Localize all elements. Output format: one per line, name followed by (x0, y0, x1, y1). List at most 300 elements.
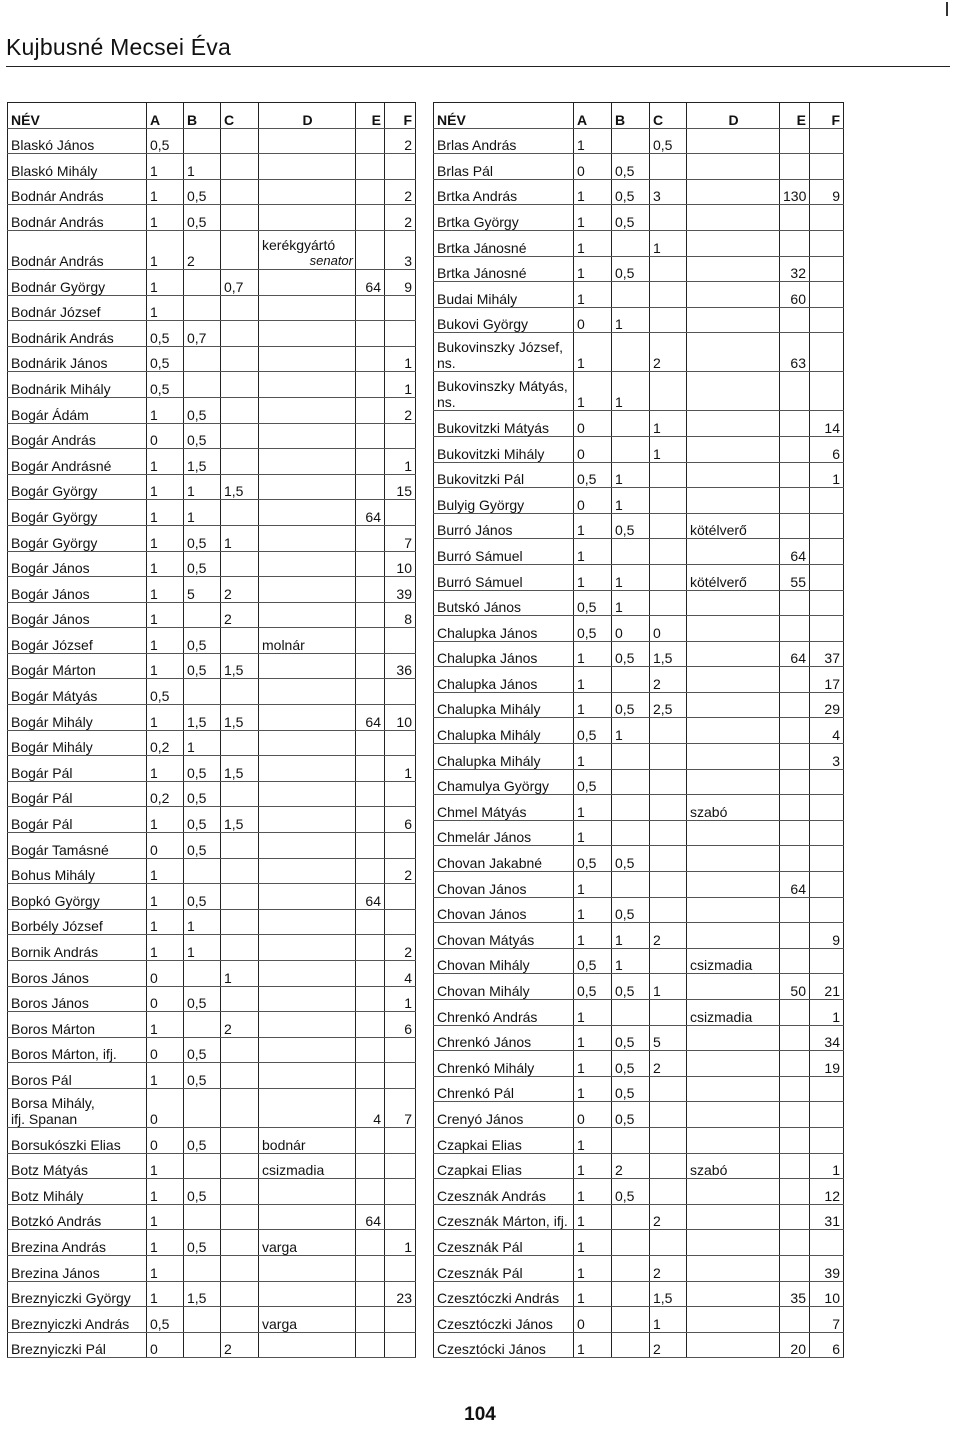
cell-c: 2 (650, 1204, 687, 1230)
cell-f (810, 846, 844, 872)
cell-a: 0 (574, 436, 612, 462)
cell-name: Bodnárik János (8, 346, 147, 372)
cell-f: 39 (385, 577, 416, 603)
register-table-left (7, 102, 416, 1358)
table-row (434, 1204, 844, 1230)
cell-b: 1,5 (184, 705, 221, 731)
cell-b: 0,5 (184, 1230, 221, 1256)
cell-a: 1 (574, 372, 612, 411)
cell-name: Breznyiczki András (8, 1307, 147, 1333)
cell-name: Crenyó János (434, 1102, 574, 1128)
cell-b: 1 (184, 935, 221, 961)
cell-d (259, 884, 356, 910)
cell-a: 0 (147, 833, 184, 859)
cell-b: 5 (184, 577, 221, 603)
cell-d (259, 474, 356, 500)
cell-c: 0 (650, 616, 687, 642)
cell-c (650, 1230, 687, 1256)
cell-b: 0,5 (612, 205, 650, 231)
cell-c: 2,5 (650, 692, 687, 718)
cell-note-line: senator (309, 252, 353, 268)
cell-c (650, 795, 687, 821)
cell-f: 1 (385, 449, 416, 475)
cell-f (810, 1127, 844, 1153)
cell-a: 0 (574, 307, 612, 333)
table-row (434, 795, 844, 821)
cell-f: 34 (810, 1025, 844, 1051)
cell-f (810, 513, 844, 539)
cell-e (356, 1127, 385, 1153)
cell-a: 1 (574, 1051, 612, 1077)
cell-b: 0,5 (612, 1051, 650, 1077)
cell-d (259, 551, 356, 577)
cell-c (650, 488, 687, 514)
cell-f (385, 1153, 416, 1179)
cell-name: Bogár Pál (8, 807, 147, 833)
cell-d (687, 179, 780, 205)
cell-e (780, 154, 810, 180)
cell-b: 0,5 (184, 205, 221, 231)
cell-name: Boros Márton (8, 1012, 147, 1038)
cell-a: 0 (574, 488, 612, 514)
cell-d (687, 1102, 780, 1128)
cell-c: 1 (221, 525, 259, 551)
table-row (8, 1153, 416, 1179)
cell-b (184, 295, 221, 321)
table-row (8, 1204, 416, 1230)
cell-f: 2 (385, 397, 416, 423)
cell-a: 0 (147, 1037, 184, 1063)
cell-f: 6 (385, 807, 416, 833)
cell-d (259, 756, 356, 782)
cell-b (612, 411, 650, 437)
cell-e (356, 205, 385, 231)
table-row (434, 1281, 844, 1307)
cell-a: 1 (147, 1153, 184, 1179)
table-row (434, 462, 844, 488)
cell-b (184, 372, 221, 398)
cell-name: Brtka György (434, 205, 574, 231)
cell-f (385, 295, 416, 321)
table-row (8, 179, 416, 205)
corner-mark (946, 2, 948, 16)
cell-name: Bogár András (8, 423, 147, 449)
table-row (434, 1255, 844, 1281)
cell-f: 9 (810, 179, 844, 205)
table-row (8, 423, 416, 449)
table-row (434, 820, 844, 846)
cell-f: 1 (810, 1153, 844, 1179)
cell-e (780, 1307, 810, 1333)
cell-e (780, 692, 810, 718)
cell-a: 1 (574, 1332, 612, 1358)
cell-d (687, 718, 780, 744)
cell-a: 1 (147, 628, 184, 654)
cell-d (259, 653, 356, 679)
cell-d (687, 897, 780, 923)
table-row (8, 1255, 416, 1281)
table-row (8, 986, 416, 1012)
cell-name: Bogár Ádám (8, 397, 147, 423)
cell-f: 3 (385, 230, 416, 269)
column-header-d: D (687, 103, 780, 129)
cell-name: Chrenkó Mihály (434, 1051, 574, 1077)
cell-f: 6 (385, 1012, 416, 1038)
table-row (434, 1000, 844, 1026)
table-row (8, 1281, 416, 1307)
column-header-a: A (147, 103, 184, 129)
cell-f (810, 128, 844, 154)
cell-f (385, 628, 416, 654)
cell-b (612, 1230, 650, 1256)
table-row (8, 1127, 416, 1153)
cell-f (385, 1063, 416, 1089)
cell-a: 1 (147, 935, 184, 961)
column-header-f: F (810, 103, 844, 129)
cell-a: 1 (147, 551, 184, 577)
cell-e (356, 449, 385, 475)
cell-name: Bukovi György (434, 307, 574, 333)
cell-c: 1,5 (221, 653, 259, 679)
table-row (434, 1025, 844, 1051)
cell-a: 1 (147, 397, 184, 423)
cell-d (687, 128, 780, 154)
cell-name: Bogár Tamásné (8, 833, 147, 859)
cell-c (221, 500, 259, 526)
cell-e (356, 1332, 385, 1358)
cell-d (687, 616, 780, 642)
register-table-right (433, 102, 844, 1358)
table-row (8, 205, 416, 231)
cell-f: 8 (385, 602, 416, 628)
cell-a: 0 (147, 1332, 184, 1358)
cell-a: 1 (147, 884, 184, 910)
cell-e (780, 307, 810, 333)
cell-f: 10 (385, 705, 416, 731)
cell-a: 1 (147, 230, 184, 269)
cell-f (810, 897, 844, 923)
cell-a: 1 (574, 282, 612, 308)
cell-a: 0 (574, 1307, 612, 1333)
table-row (8, 909, 416, 935)
cell-d (687, 846, 780, 872)
cell-c: 1,5 (221, 756, 259, 782)
cell-a: 0 (574, 154, 612, 180)
cell-e (356, 1307, 385, 1333)
cell-f: 2 (385, 179, 416, 205)
cell-b: 0,7 (184, 321, 221, 347)
cell-b: 0,5 (184, 653, 221, 679)
cell-a: 1 (574, 795, 612, 821)
cell-b (612, 333, 650, 372)
cell-f: 14 (810, 411, 844, 437)
cell-e (356, 730, 385, 756)
cell-f (810, 256, 844, 282)
cell-c (221, 321, 259, 347)
table-row (434, 282, 844, 308)
cell-b (184, 679, 221, 705)
cell-e: 4 (356, 1088, 385, 1127)
cell-name: Brezina András (8, 1230, 147, 1256)
cell-c (650, 462, 687, 488)
cell-c (221, 449, 259, 475)
table-row (8, 756, 416, 782)
cell-e (356, 1255, 385, 1281)
cell-e (780, 1230, 810, 1256)
cell-e (780, 769, 810, 795)
cell-c: 5 (650, 1025, 687, 1051)
cell-e (356, 1281, 385, 1307)
cell-d (259, 986, 356, 1012)
cell-e (356, 1063, 385, 1089)
cell-f (810, 154, 844, 180)
cell-f: 23 (385, 1281, 416, 1307)
table-row (8, 1179, 416, 1205)
cell-a: 1 (147, 500, 184, 526)
cell-d (259, 372, 356, 398)
cell-name: Chmelár János (434, 820, 574, 846)
cell-d (687, 154, 780, 180)
cell-f (810, 372, 844, 411)
table-row (8, 551, 416, 577)
cell-b (184, 1088, 221, 1127)
table-row (8, 781, 416, 807)
cell-f (385, 1332, 416, 1358)
table-row (434, 974, 844, 1000)
cell-b: 1 (612, 948, 650, 974)
cell-c (221, 858, 259, 884)
header-row (434, 103, 844, 129)
cell-e (780, 897, 810, 923)
cell-b: 0,5 (612, 974, 650, 1000)
cell-c (221, 628, 259, 654)
cell-c (221, 1204, 259, 1230)
cell-b: 0,5 (184, 179, 221, 205)
cell-c (221, 730, 259, 756)
cell-c (221, 128, 259, 154)
cell-f (385, 423, 416, 449)
cell-a: 1 (574, 333, 612, 372)
table-row (434, 718, 844, 744)
cell-b: 2 (184, 230, 221, 269)
cell-name: Bornik András (8, 935, 147, 961)
table-row (434, 923, 844, 949)
cell-e (780, 820, 810, 846)
cell-e (356, 525, 385, 551)
cell-a: 0,5 (574, 974, 612, 1000)
cell-b: 1,5 (184, 449, 221, 475)
cell-c (650, 513, 687, 539)
cell-e (780, 1025, 810, 1051)
cell-b (612, 230, 650, 256)
cell-a: 0,5 (574, 846, 612, 872)
cell-e (780, 948, 810, 974)
cell-e: 64 (356, 705, 385, 731)
cell-d (687, 1255, 780, 1281)
cell-a: 1 (574, 1230, 612, 1256)
cell-b (612, 282, 650, 308)
table-row (8, 346, 416, 372)
cell-e (356, 756, 385, 782)
cell-d (687, 256, 780, 282)
cell-d (259, 1012, 356, 1038)
cell-b: 2 (612, 1153, 650, 1179)
cell-c: 1,5 (650, 1281, 687, 1307)
column-header-b: B (612, 103, 650, 129)
cell-c (650, 1153, 687, 1179)
cell-e (780, 436, 810, 462)
cell-b: 1 (612, 307, 650, 333)
cell-d (259, 449, 356, 475)
cell-a: 1 (147, 858, 184, 884)
cell-name: Bogár György (8, 500, 147, 526)
cell-f: 4 (385, 961, 416, 987)
cell-b (612, 539, 650, 565)
cell-b: 0,5 (612, 897, 650, 923)
cell-c (221, 833, 259, 859)
cell-e (780, 923, 810, 949)
cell-a: 0,5 (574, 948, 612, 974)
cell-f: 9 (385, 269, 416, 295)
table-row (434, 564, 844, 590)
cell-name: Bukovitzki Mátyás (434, 411, 574, 437)
cell-d (687, 372, 780, 411)
cell-c (650, 1000, 687, 1026)
cell-e (356, 230, 385, 269)
cell-name: Chovan Mátyás (434, 923, 574, 949)
cell-b (184, 602, 221, 628)
cell-e: 64 (780, 539, 810, 565)
cell-name: Butskó János (434, 590, 574, 616)
cell-a: 1 (574, 564, 612, 590)
cell-c: 2 (650, 667, 687, 693)
cell-a: 1 (147, 269, 184, 295)
cell-b: 0,5 (184, 884, 221, 910)
cell-c (221, 230, 259, 269)
table-row (434, 1332, 844, 1358)
header-row (8, 103, 416, 129)
cell-f (385, 730, 416, 756)
table-row (8, 653, 416, 679)
cell-e: 64 (780, 641, 810, 667)
cell-d (687, 974, 780, 1000)
cell-f (385, 1307, 416, 1333)
cell-b: 0,5 (612, 1102, 650, 1128)
cell-b (612, 667, 650, 693)
cell-a: 1 (574, 1281, 612, 1307)
table-row (434, 1179, 844, 1205)
table-row (434, 616, 844, 642)
cell-c (650, 1076, 687, 1102)
cell-name: Bogár János (8, 577, 147, 603)
cell-name: Boros Pál (8, 1063, 147, 1089)
cell-f: 21 (810, 974, 844, 1000)
cell-c: 2 (221, 1332, 259, 1358)
cell-name: Boros Márton, ifj. (8, 1037, 147, 1063)
cell-c (221, 423, 259, 449)
cell-f: 7 (810, 1307, 844, 1333)
cell-f: 39 (810, 1255, 844, 1281)
cell-d (259, 230, 356, 269)
table-row (434, 872, 844, 898)
cell-d (259, 1179, 356, 1205)
cell-e (356, 128, 385, 154)
cell-e (780, 1255, 810, 1281)
cell-name: Blaskó János (8, 128, 147, 154)
cell-f: 2 (385, 128, 416, 154)
cell-b: 0,5 (184, 525, 221, 551)
cell-d: kötélverő (687, 513, 780, 539)
cell-d (687, 641, 780, 667)
cell-f: 1 (385, 372, 416, 398)
cell-d (687, 590, 780, 616)
table-row (434, 1153, 844, 1179)
cell-c (221, 679, 259, 705)
cell-c (650, 282, 687, 308)
cell-a: 1 (147, 525, 184, 551)
cell-f (810, 1230, 844, 1256)
cell-name-line: Bukovinszky Mátyás, (437, 378, 568, 395)
cell-name-line: ifj. Spanan (11, 1110, 78, 1127)
cell-e: 64 (356, 1204, 385, 1230)
cell-c: 1,5 (650, 641, 687, 667)
table-row (8, 397, 416, 423)
cell-f (810, 539, 844, 565)
cell-c (221, 372, 259, 398)
table-row (434, 897, 844, 923)
cell-f (385, 1037, 416, 1063)
cell-b: 0,5 (612, 846, 650, 872)
cell-d (687, 820, 780, 846)
cell-a: 1 (574, 1204, 612, 1230)
cell-name-line: ns. (437, 394, 456, 411)
cell-a: 0,5 (147, 679, 184, 705)
cell-name: Burró Sámuel (434, 564, 574, 590)
cell-d (687, 462, 780, 488)
cell-name-line: ns. (437, 355, 456, 372)
cell-c: 1,5 (221, 807, 259, 833)
cell-a: 1 (147, 1063, 184, 1089)
cell-a: 1 (574, 205, 612, 231)
cell-f (810, 769, 844, 795)
cell-e (356, 346, 385, 372)
header-rule (6, 66, 950, 67)
cell-a: 0,5 (574, 616, 612, 642)
cell-f (810, 795, 844, 821)
cell-a: 1 (147, 449, 184, 475)
table-row (434, 154, 844, 180)
cell-e (356, 1012, 385, 1038)
cell-b: 0,5 (184, 756, 221, 782)
cell-f (810, 333, 844, 372)
table-row (8, 935, 416, 961)
cell-d: csizmadia (687, 1000, 780, 1026)
cell-f: 2 (385, 205, 416, 231)
cell-f (810, 282, 844, 308)
cell-b: 0,5 (612, 1025, 650, 1051)
cell-a: 1 (147, 1179, 184, 1205)
cell-e (780, 205, 810, 231)
cell-e (780, 1153, 810, 1179)
cell-d (687, 436, 780, 462)
table-row (434, 948, 844, 974)
table-row (434, 1127, 844, 1153)
cell-a: 1 (147, 154, 184, 180)
cell-name: Breznyiczki György (8, 1281, 147, 1307)
cell-d (687, 333, 780, 372)
cell-a: 0 (147, 423, 184, 449)
cell-a: 1 (147, 909, 184, 935)
